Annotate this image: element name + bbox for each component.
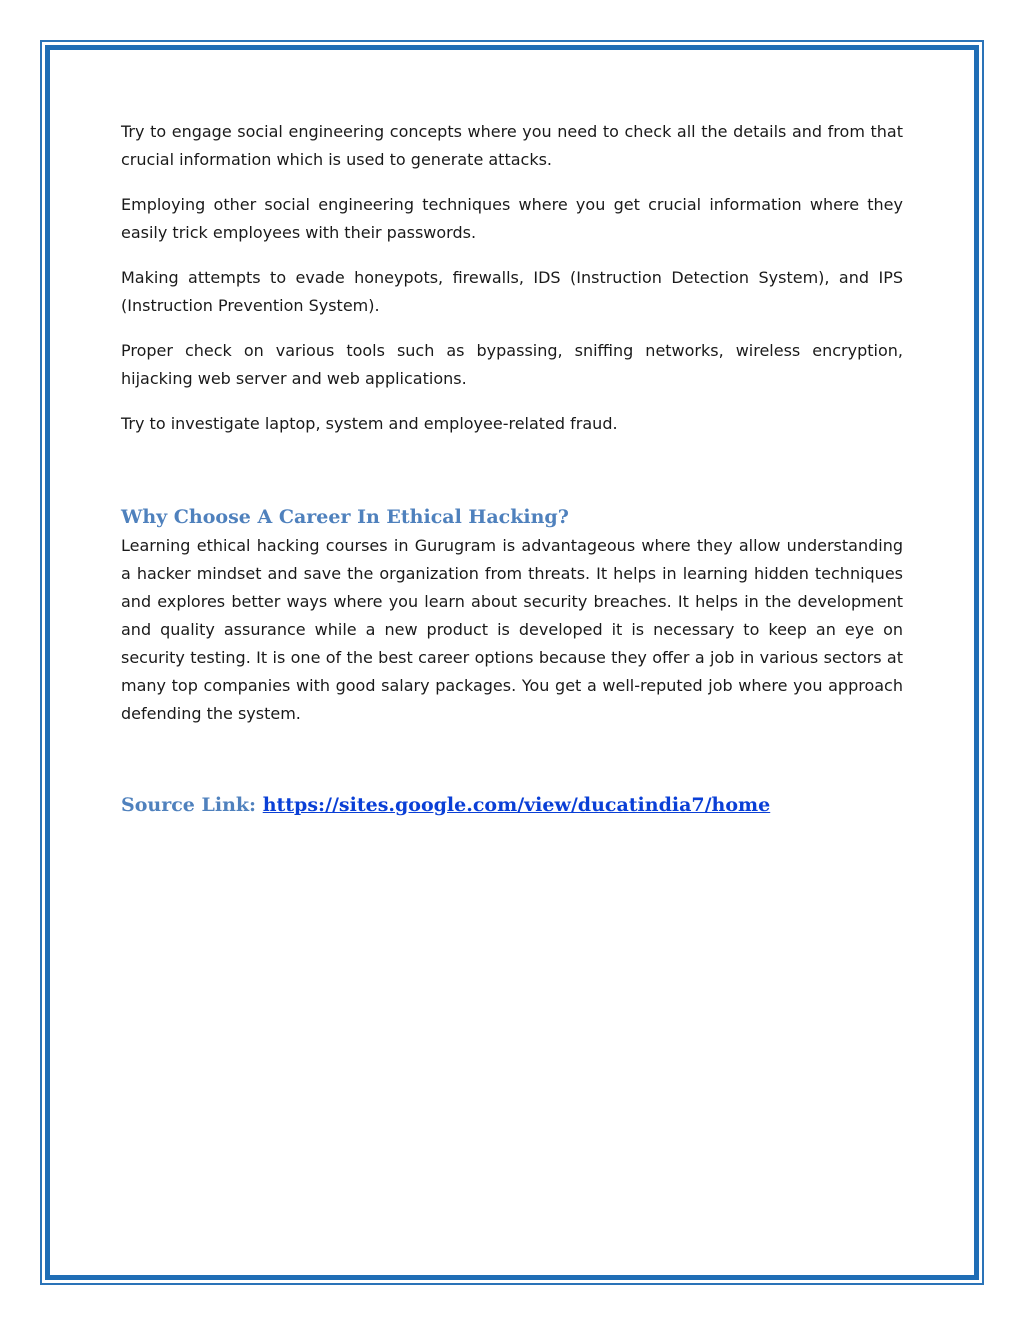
paragraph-tools-check: Proper check on various tools such as bypassing, sniffing networks, wireless encryption, hijacking web server and web applications. xyxy=(121,341,903,388)
paragraph-employee-passwords: Employing other social engineering techniques where you get crucial information where they easily trick employees with their passwords. xyxy=(121,195,903,242)
paragraph-investigate-fraud: Try to investigate laptop, system and employee-related fraud. xyxy=(121,414,618,433)
paragraph-social-engineering: Try to engage social engineering concepts where you need to check all the details and from that crucial information which is used to generate attacks. xyxy=(121,122,903,169)
section-body: Learning ethical hacking courses in Gurugram is advantageous where they allow understanding a hacker mindset and save the organization from threats. It helps in learning hidden techniques and explores better ways where you learn about security breaches. It helps in the development and quality assurance while a new product is developed it is necessary to keep an eye on security testing. It is one of the best career options because they offer a job in various sectors at many top companies with good salary packages. You get a well-reputed job where you approach defending the system. xyxy=(121,536,903,723)
paragraph-evade-honeypots: Making attempts to evade honeypots, firewalls, IDS (Instruction Detection System), and IPS (Instruction Prevention System). xyxy=(121,268,903,315)
section-heading: Why Choose A Career In Ethical Hacking? xyxy=(121,506,569,528)
source-link[interactable]: https://sites.google.com/view/ducatindia7/home xyxy=(262,794,771,816)
source-label: Source Link: xyxy=(121,794,257,816)
source-line xyxy=(121,790,903,820)
document-content xyxy=(121,118,903,820)
